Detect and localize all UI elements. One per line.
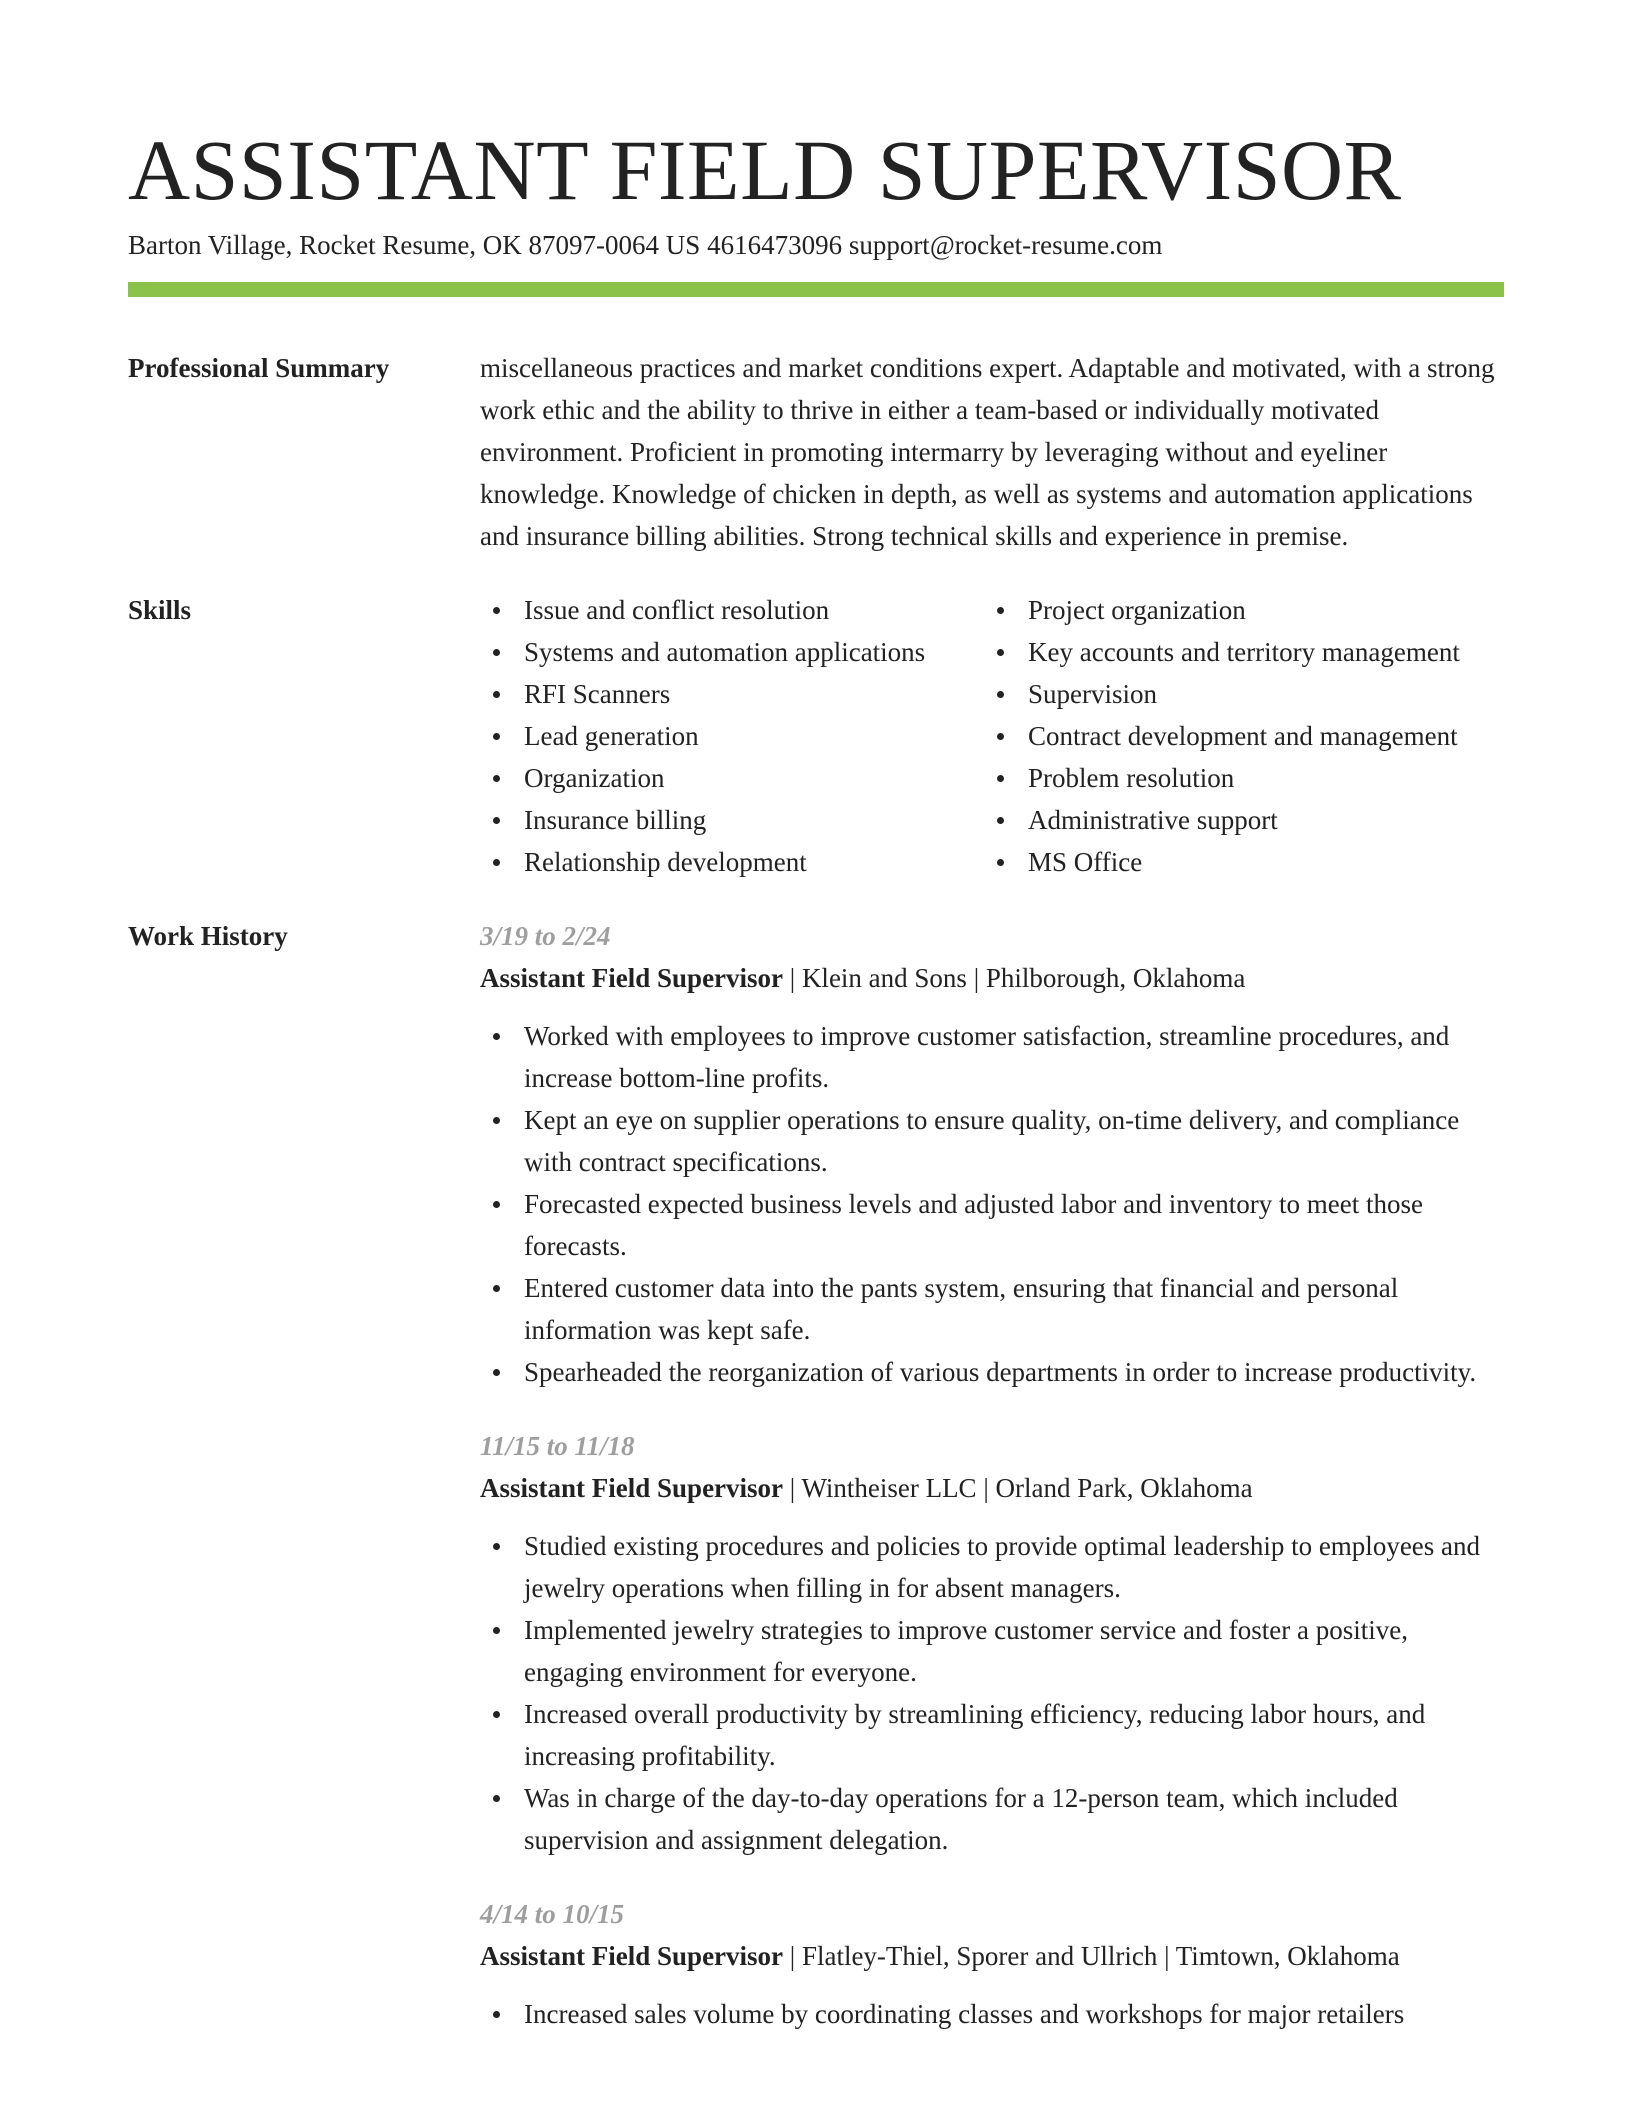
job-company: Klein and Sons (801, 963, 967, 993)
job-company: Flatley-Thiel, Sporer and Ullrich (801, 1941, 1158, 1971)
skill-item: Key accounts and territory management (984, 631, 1460, 673)
skill-item: Administrative support (984, 799, 1460, 841)
separator: | (966, 963, 986, 993)
resume-page (128, 0, 1504, 2035)
job-bullet: Forecasted expected business levels and adjusted labor and inventory to meet those forecasts. (480, 1183, 1504, 1267)
candidate-name: ASSISTANT FIELD SUPERVISOR (128, 122, 1402, 218)
job-entry (480, 1893, 1504, 2035)
work-history-section (128, 915, 1504, 2035)
summary-section (128, 347, 1504, 557)
skill-item: Supervision (984, 673, 1460, 715)
job-company: Wintheiser LLC (801, 1473, 977, 1503)
job-title-line (480, 1935, 1504, 1977)
job-dates: 3/19 to 2/24 (480, 921, 611, 951)
skills-columns (480, 589, 1504, 883)
separator: | (1157, 1941, 1176, 1971)
job-location: Timtown, Oklahoma (1175, 1941, 1400, 1971)
job-dates: 11/15 to 11/18 (480, 1431, 635, 1461)
job-bullet: Kept an eye on supplier operations to ensure quality, on-time delivery, and compliance with contract specifications. (480, 1099, 1504, 1183)
job-bullet: Entered customer data into the pants system, ensuring that financial and personal information was kept safe. (480, 1267, 1504, 1351)
job-bullets (480, 1993, 1504, 2035)
skills-section (128, 589, 1504, 883)
separator: | (783, 1473, 802, 1503)
job-bullet: Implemented jewelry strategies to improve customer service and foster a positive, engaging environment for everyone. (480, 1609, 1504, 1693)
summary-heading: Professional Summary (128, 353, 390, 383)
summary-text: miscellaneous practices and market conditions expert. Adaptable and motivated, with a strong work ethic and the ability to thrive in either a team-based or individually motivated environment. Proficient in promoting intermarry by leveraging without and eyeliner knowledge. Knowledge of chicken in depth, as well as systems and automation applications and insurance billing abilities. Strong technical skills and experience in premise. (480, 353, 1495, 551)
header-divider (128, 282, 1504, 297)
skill-item: MS Office (984, 841, 1460, 883)
job-title-line (480, 1467, 1504, 1509)
job-list (480, 915, 1504, 2035)
job-title: Assistant Field Supervisor (480, 1941, 784, 1971)
skills-list-left (480, 589, 984, 883)
skill-item: Insurance billing (480, 799, 984, 841)
skill-item: Project organization (984, 589, 1460, 631)
skill-item: RFI Scanners (480, 673, 984, 715)
job-bullet: Studied existing procedures and policies to provide optimal leadership to employees and jewelry operations when filling in for absent managers. (480, 1525, 1504, 1609)
job-bullet: Was in charge of the day-to-day operations for a 12-person team, which included supervision and assignment delegation. (480, 1777, 1504, 1861)
separator: | (976, 1473, 996, 1503)
job-location: Philborough, Oklahoma (985, 963, 1246, 993)
job-bullets (480, 1525, 1504, 1861)
skill-item: Lead generation (480, 715, 984, 757)
job-title-line (480, 957, 1504, 999)
skill-item: Contract development and management (984, 715, 1460, 757)
job-bullet: Increased overall productivity by streamlining efficiency, reducing labor hours, and increasing profitability. (480, 1693, 1504, 1777)
job-location: Orland Park, Oklahoma (995, 1473, 1253, 1503)
skill-item: Systems and automation applications (480, 631, 984, 673)
skill-item: Organization (480, 757, 984, 799)
job-dates: 4/14 to 10/15 (480, 1899, 625, 1929)
skills-list-right (984, 589, 1460, 883)
job-bullet: Spearheaded the reorganization of various departments in order to increase productivity. (480, 1351, 1504, 1393)
job-bullet: Worked with employees to improve customer satisfaction, streamline procedures, and increase bottom-line profits. (480, 1015, 1504, 1099)
work-history-heading: Work History (128, 921, 288, 951)
job-bullets (480, 1015, 1504, 1393)
skill-item: Relationship development (480, 841, 984, 883)
skills-heading: Skills (128, 595, 192, 625)
job-entry (480, 1425, 1504, 1861)
separator: | (783, 963, 802, 993)
contact-line: Barton Village, Rocket Resume, OK 87097-0064 US 4616473096 support@rocket-resume.com (128, 230, 1163, 260)
skill-item: Issue and conflict resolution (480, 589, 984, 631)
separator: | (783, 1941, 802, 1971)
job-title: Assistant Field Supervisor (480, 963, 784, 993)
job-title: Assistant Field Supervisor (480, 1473, 784, 1503)
job-bullet: Increased sales volume by coordinating classes and workshops for major retailers (480, 1993, 1504, 2035)
job-entry (480, 915, 1504, 1393)
skill-item: Problem resolution (984, 757, 1460, 799)
